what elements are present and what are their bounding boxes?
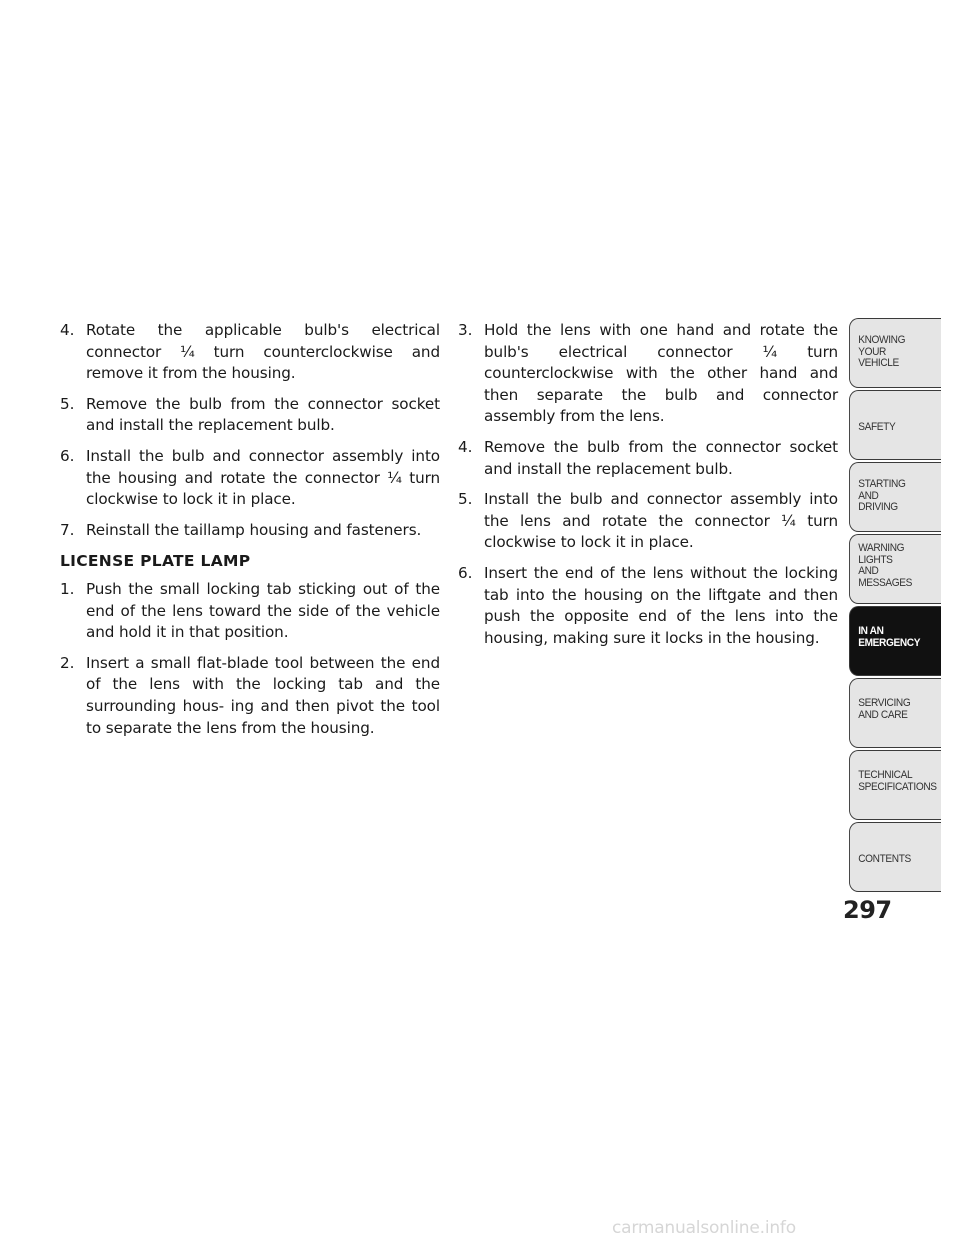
list-item: 6. Install the bulb and connector assembly into the housing and rotate the connector ¼ turn clockwise to lock it in place. <box>60 446 440 509</box>
chapter-tabs <box>849 318 949 894</box>
tab-warning-lights-and-messages[interactable]: WARNING LIGHTS AND MESSAGES <box>849 534 941 604</box>
steps-list-a <box>60 320 440 541</box>
tab-knowing-your-vehicle[interactable]: KNOWING YOUR VEHICLE <box>849 318 941 388</box>
list-item: 5. Remove the bulb from the connector socket and install the replacement bulb. <box>60 394 440 435</box>
right-column <box>458 320 838 658</box>
list-item: 3. Hold the lens with one hand and rotate the bulb's electrical connector ¼ turn counterclockwise with the other hand and then separate the bulb and connector assembly from the lens. <box>458 321 838 426</box>
left-column <box>60 320 440 748</box>
list-item: 2. Insert a small flat-blade tool between the end of the lens with the locking tab and the surrounding hous- ing and then pivot the tool to separate the lens from the housing. <box>60 653 440 737</box>
list-item: 7. Reinstall the taillamp housing and fasteners. <box>60 520 422 539</box>
list-item: 6. Insert the end of the lens without the locking tab into the housing on the liftgate and then push the opposite end of the lens into the housing, making sure it locks in the housing. <box>458 563 838 647</box>
tab-safety[interactable]: SAFETY <box>849 390 941 460</box>
list-item: 4. Rotate the applicable bulb's electrical connector ¼ turn counterclockwise and remove it from the housing. <box>60 321 440 383</box>
list-item: 5. Install the bulb and connector assembly into the lens and rotate the connector ¼ turn clockwise to lock it in place. <box>458 490 838 552</box>
list-item: 4. Remove the bulb from the connector socket and install the replacement bulb. <box>458 437 838 478</box>
page-number: 297 <box>843 896 892 924</box>
steps-list-b <box>60 579 440 739</box>
tab-technical-specifications[interactable]: TECHNICAL SPECIFICATIONS <box>849 750 941 820</box>
tab-servicing-and-care[interactable]: SERVICING AND CARE <box>849 678 941 748</box>
steps-list-c <box>458 320 838 649</box>
tab-contents[interactable]: CONTENTS <box>849 822 941 892</box>
tab-starting-and-driving[interactable]: STARTING AND DRIVING <box>849 462 941 532</box>
list-item: 1. Push the small locking tab sticking out of the end of the lens toward the side of the vehicle and hold it in that position. <box>60 579 440 642</box>
tab-in-an-emergency[interactable]: IN AN EMERGENCY <box>849 606 941 676</box>
section-heading: LICENSE PLATE LAMP <box>60 552 251 571</box>
watermark: carmanualsonline.info <box>612 1218 796 1238</box>
